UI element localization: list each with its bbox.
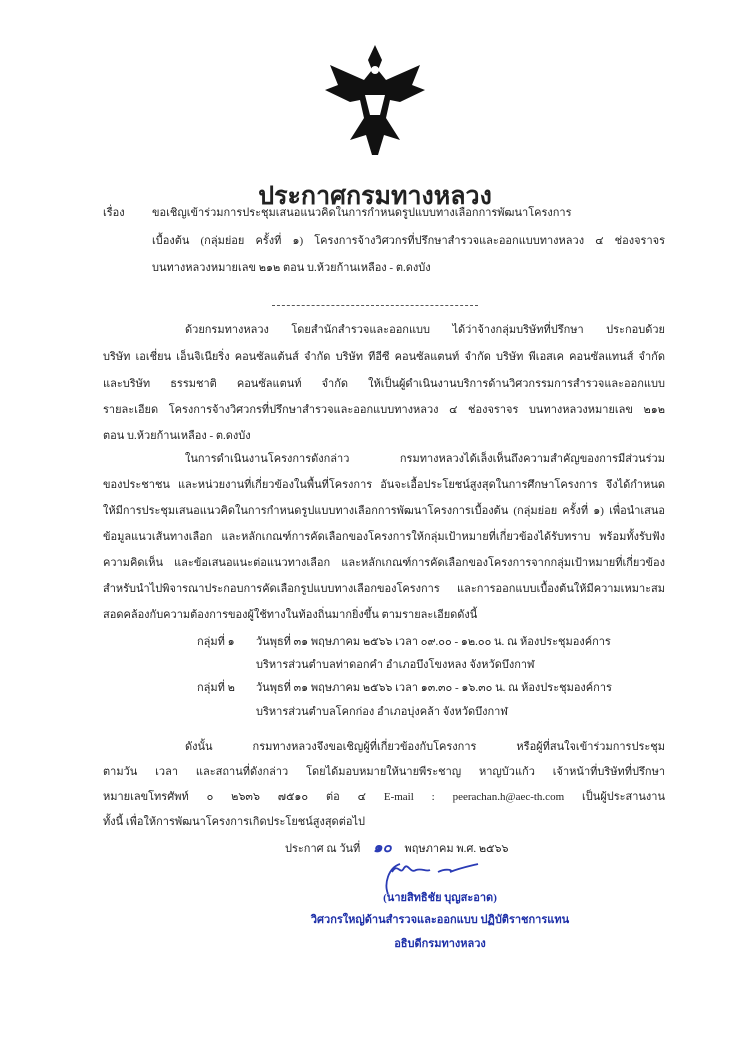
paragraph-line: ข้อมูลแนวเส้นทางเลือก และหลักเกณฑ์การคัดเลือกของโครงการให้กลุ่มเป้าหมายที่เกี่ยวข้องได้รับทราบ พร้อมทั้งรับฟัง [103, 531, 665, 543]
garuda-emblem [320, 40, 430, 160]
subject-label: เรื่อง [103, 207, 125, 219]
paragraph-line: ตามวัน เวลา และสถานที่ดังกล่าว โดยได้มอบหมายให้นายพีระชาญ หาญบัวแก้ว เจ้าหน้าที่บริษัทที่ปรึกษา [103, 766, 665, 778]
announcement-date [285, 840, 665, 857]
paragraph-line: ดังนั้น กรมทางหลวงจึงขอเชิญผู้ที่เกี่ยวข้องกับโครงการ หรือผู้ที่สนใจเข้าร่วมการประชุม [185, 741, 665, 753]
paragraph-line: ด้วยกรมทางหลวง โดยสำนักสำรวจและออกแบบ ได้ว่าจ้างกลุ่มบริษัทที่ปรึกษา ประกอบด้วย [185, 324, 665, 336]
paragraph-line: ของประชาชน และหน่วยงานที่เกี่ยวข้องในพื้นที่โครงการ อันจะเอื้อประโยชน์สูงสุดในการศึกษาโครงการ จึงได้กำหนด [103, 479, 665, 491]
paragraph-line: ในการดำเนินงานโครงการดังกล่าว กรมทางหลวงได้เล็งเห็นถึงความสำคัญของการมีส่วนร่วม [185, 453, 665, 465]
group-detail: บริหารส่วนตำบลท่าดอกคำ อำเภอบึงโขงหลง จังหวัดบึงกาฬ [256, 659, 535, 671]
signatory-office: อธิบดีกรมทางหลวง [394, 938, 486, 950]
paragraph-line: รายละเอียด โครงการจ้างวิศวกรที่ปรึกษาสำรวจและออกแบบทางหลวง ๔ ช่องจราจร บนทางหลวงหมายเลข ๒๑๒ [103, 404, 665, 416]
group-detail: วันพุธที่ ๓๑ พฤษภาคม ๒๕๖๖ เวลา ๐๙.๐๐ - ๑๒.๐๐ น. ณ ห้องประชุมองค์การ [256, 636, 611, 648]
date-prefix: ประกาศ ณ วันที่ [285, 843, 361, 855]
group-label: กลุ่มที่ ๒ [197, 682, 235, 694]
paragraph-line: และบริษัท ธรรมชาติ คอนซัลแตนท์ จำกัด ให้เป็นผู้ดำเนินงานบริการด้านวิศวกรรมการสำรวจและออกแบบ [103, 378, 665, 390]
subject-line: ขอเชิญเข้าร่วมการประชุมเสนอแนวคิดในการกำหนดรูปแบบทางเลือกการพัฒนาโครงการ [152, 207, 572, 219]
paragraph-line: ทั้งนี้ เพื่อให้การพัฒนาโครงการเกิดประโยชน์สูงสุดต่อไป [103, 816, 365, 828]
paragraph-line: ความคิดเห็น และข้อเสนอแนะต่อแนวทางเลือก และหลักเกณฑ์การคัดเลือกของโครงการจากกลุ่มเป้าหมายที่เกี่ยวข้อง [103, 557, 665, 569]
paragraph-line: ให้มีการประชุมเสนอแนวคิดในการกำหนดรูปแบบทางเลือกการพัฒนาโครงการเบื้องต้น (กลุ่มย่อย ครั้งที่ ๑) เพื่อนำเสนอ [103, 505, 665, 517]
paragraph-line: ตอน บ.ห้วยก้านเหลือง - ต.ดงบัง [103, 430, 251, 442]
divider [272, 305, 478, 306]
paragraph-line: สอดคล้องกับความต้องการของผู้ใช้ทางในท้องถิ่นมากยิ่งขึ้น ตามรายละเอียดดังนี้ [103, 609, 478, 621]
subject-line: บนทางหลวงหมายเลข ๒๑๒ ตอน บ.ห้วยก้านเหลือง - ต.ดงบัง [152, 262, 431, 274]
group-label: กลุ่มที่ ๑ [197, 636, 235, 648]
paragraph-line: สำหรับนำไปพิจารณาประกอบการคัดเลือกรูปแบบทางเลือกของโครงการ และการออกแบบเบื้องต้นให้มีความเหมาะสม [103, 583, 665, 595]
signatory-position: วิศวกรใหญ่ด้านสำรวจและออกแบบ ปฏิบัติราชการแทน [310, 914, 570, 926]
group-detail: วันพุธที่ ๓๑ พฤษภาคม ๒๕๖๖ เวลา ๑๓.๓๐ - ๑๖.๓๐ น. ณ ห้องประชุมองค์การ [256, 682, 612, 694]
page-title: ประกาศกรมทางหลวง [258, 183, 492, 210]
paragraph-line: หมายเลขโทรศัพท์ ๐ ๒๖๓๖ ๗๕๑๐ ต่อ ๔ E-mail : peerachan.h@aec-th.com เป็นผู้ประสานงาน [103, 791, 665, 803]
group-detail: บริหารส่วนตำบลโคกก่อง อำเภอบุ่งคล้า จังหวัดบึงกาฬ [256, 706, 508, 718]
subject-line: เบื้องต้น (กลุ่มย่อย ครั้งที่ ๑) โครงการจ้างวิศวกรที่ปรึกษาสำรวจและออกแบบทางหลวง ๔ ช่องจราจร [152, 235, 665, 247]
signatory-name: (นายสิทธิชัย บุญสะอาด) [383, 892, 497, 904]
date-suffix: พฤษภาคม พ.ศ. ๒๕๖๖ [404, 843, 509, 855]
paragraph-line: บริษัท เอเชี่ยน เอ็นจิเนียริ่ง คอนซัลแต้นส์ จำกัด บริษัท ทีอีซี คอนซัลแตนท์ จำกัด บริษัท พีเอสเค คอนซัลแทนส์ จำกัด [103, 351, 665, 363]
date-day: ๑๐ [373, 840, 392, 856]
